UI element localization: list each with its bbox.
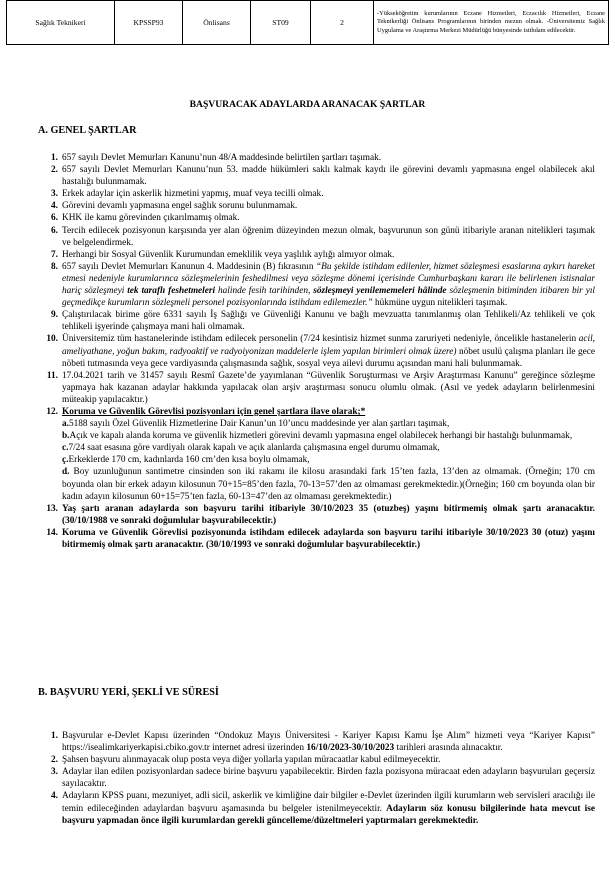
page-title: BAŞVURACAK ADAYLARDA ARANACAK ŞARTLAR (189, 99, 426, 110)
position-table (6, 0, 609, 45)
list-item: 4. Görevini devamlı yapmasına engel sağlık sorunu bulunmamak. (51, 201, 298, 212)
list-item: 3. Adaylar ilan edilen pozisyonlardan sadece birine başvuru yapabilecektir. Birden fazla pozisyona müracaat eden adayların başvuruları geçersiz sayılacaktır. (51, 767, 595, 790)
list-item: 3. Erkek adaylar için askerlik hizmetini yapmış, muaf veya tecilli olmak. (51, 189, 324, 200)
table-row (7, 1, 609, 45)
section-a-list (46, 152, 595, 551)
list-item: 7. Herhangi bir Sosyal Güvenlik Kurumundan emeklilik veya yaşlılık aylığı almıyor olmak. (51, 249, 395, 260)
list-item: 13. Yaş şartı aranan adaylarda son başvuru tarihi itibariyle 30/10/2023 35 (otuzbeş) yaşını bitirmemiş olmak şartı aranacaktır. (30/10/1988 ve sonraki doğumlular başvurabilecektir.) (46, 503, 595, 526)
list-item: 10. Üniversitemiz tüm hastanelerinde istihdam edilecek personelin (7/24 kesintisiz hizmet sunma zaruriyeti nedeniyle, öncelikle hastanelerin acil, ameliyathane, yoğun bakım, radyoaktif ve radyoiyonizan maddelerle işlem yapılan birimleri olmak üzere) nöbet usulü çalışma planları ile gece nöbeti tutmasında veya gece vardiyasında çalışmasında sağlık, sosyal veya ailevi durumu açısından mani hali bulunmamak. (46, 334, 595, 369)
list-item: 1. Başvurular e-Devlet Kapısı üzerinden “Ondokuz Mayıs Üniversitesi - Kariyer Kapısı Kamu İşe Alım” hizmeti veya “Kariyer Kapısı” https://isealimkariyerkapisi.cbiko.gov.tr internet adresi üzerinden 16/10/2023-30/10/2023 tarihleri arasında alınacaktır. (51, 731, 595, 754)
list-item: 11. 17.04.2021 tarih ve 31457 sayılı Resmî Gazete’de yayımlanan “Güvenlik Soruşturması ve Arşiv Araştırması Kanunu” gereğince sözleşme yapmaya hak kazanan adaylar hakkında yapılacak olan arşiv araştırması sonucu olumlu olmak. (Asıl ve yedek adayların belirlenmesini müteakip yapılacaktır.) (46, 370, 595, 405)
position-cell: Sağlık Teknikeri (7, 1, 115, 45)
list-item: 6. KHK ile kamu görevinden çıkarılmamış olmak. (51, 213, 240, 224)
section-b-heading: B. BAŞVURU YERİ, ŞEKLİ VE SÜRESİ (38, 687, 219, 698)
list-item: 2. Şahsen başvuru alınmayacak olup posta veya diğer yollarla yapılan müracaatlar kabul edilmeyecektir. (51, 755, 441, 766)
code-cell: ST09 (251, 1, 311, 45)
exam-cell: KPSSP93 (115, 1, 183, 45)
requirements-cell: -Yükseköğretim kurumlarının Eczane Hizmetleri, Eczacılık Hizmetleri, Eczane Teknikerliği Önlisans Programlarının birinden mezun olmak. -Üniversitemiz Sağlık Uygulama ve Araştırma Merkezi Müdürlüğü bünyesinde istihdam edilecektir. (374, 1, 609, 45)
level-cell: Önlisans (183, 1, 251, 45)
section-b-list (51, 730, 595, 827)
list-item: 4. Adayların KPSS puanı, mezuniyet, adli sicil, askerlik ve kimliğine dair bilgiler e-Devlet üzerinden ilgili kurumların web servisleri aracılığı ile temin edileceğinden adaylardan başvuru aşamasında bu belgeler istenilmeyecektir. Adayların söz konusu bilgilerinde hata mevcut ise başvuru yapmadan önce ilgili kurumlardan gerekli güncelleme/düzeltmeleri yaptırmaları gerekmektedir. (51, 791, 595, 826)
list-item: 1. 657 sayılı Devlet Memurları Kanunu’nun 48/A maddesinde belirtilen şartları taşımak. (51, 153, 382, 163)
list-item: 14. Koruma ve Güvenlik Görevlisi pozisyonunda istihdam edilecek adaylarda son başvuru tarihi itibariyle 30/10/2023 30 (otuz) yaşını bitirmemiş olmak şartı aranacaktır. (30/10/1993 ve sonraki doğumlular başvurabilecektir.) (46, 527, 595, 550)
count-cell: 2 (311, 1, 374, 45)
list-item: 9. Çalıştırılacak birime göre 6331 sayılı İş Sağlığı ve Güvenliği Kanunu ve bağlı mevzuatta tanımlanmış olan Tehlikeli/Az tehlikeli ve çok tehlikeli işyerinde çalışmaya mani hali olmamak. (51, 310, 595, 333)
section-a-heading: A. GENEL ŞARTLAR (38, 125, 137, 136)
list-item: 12. Koruma ve Güvenlik Görevlisi pozisyonları için genel şartlara ilave olarak;* a.5188 sayılı Özel Güvenlik Hizmetlerine Dair Kanun’un 10’uncu maddesinde yer alan şartları taşımak, b.Açık ve kapalı alanda koruma ve güvenlik hizmetleri görevini devamlı yapmasına engel olabilecek herhangi bir hastalığı bulunmamak, c.7/24 saat esasına göre vardiyalı olarak kapalı ve açık alanlarda çalışmasına engel durumu olmamak, ç.Erkeklerde 170 cm, kadınlarda 160 cm’den kısa boylu olmamak, d. Boy uzunluğunun santimetre cinsinden son iki rakamı ile kilosu arasındaki fark 15’ten fazla, 13’den az olmamak. (Örneğin; 170 cm boyunda olan bir erkek adayın kilosunun 70+15=85’den fazla, 70-13=57’den az olmaması gerekmektedir.)(Örneğin; 160 cm boyunda olan bir kadın adayın kilosunun 60+15=75’ten fazla, 60-13=47’den az olmaması gerekmektedir.) (46, 406, 595, 502)
list-item: 2. 657 sayılı Devlet Memurları Kanunu’nun 53. madde hükümleri saklı kalmak kaydı ile görevini devamlı yapmasına engel olabilecek akıl hastalığı bulunmamak. (51, 165, 595, 188)
list-item: 6. Tercih edilecek pozisyonun karşısında yer alan öğrenim düzeyinden mezun olmak, başvurunun son günü itibariyle aranan nitelikleri taşımak ve belgelendirmek. (51, 225, 595, 248)
list-item: 8. 657 sayılı Devlet Memurları Kanunun 4. Maddesinin (B) fıkrasının “Bu şekilde istihdam edilenler, hizmet sözleşmesi esaslarına aykırı hareket etmesi nedeniyle kurumlarınca sözleşmelerinin feshedilmesi veya sözleşme dönemi içerisinde Cumhurbaşkanı kararı ile belirlenen istisnalar hariç sözleşmeyi tek taraflı feshetmeleri halinde fesih tarihinden, sözleşmeyi yenilememeleri hâlinde sözleşmenin bitiminden itibaren bir yıl geçmedikçe kurumların sözleşmeli personel pozisyonlarında istihdam edilemezler.” hükmüne uygun nitelikleri taşımak. (51, 261, 595, 309)
